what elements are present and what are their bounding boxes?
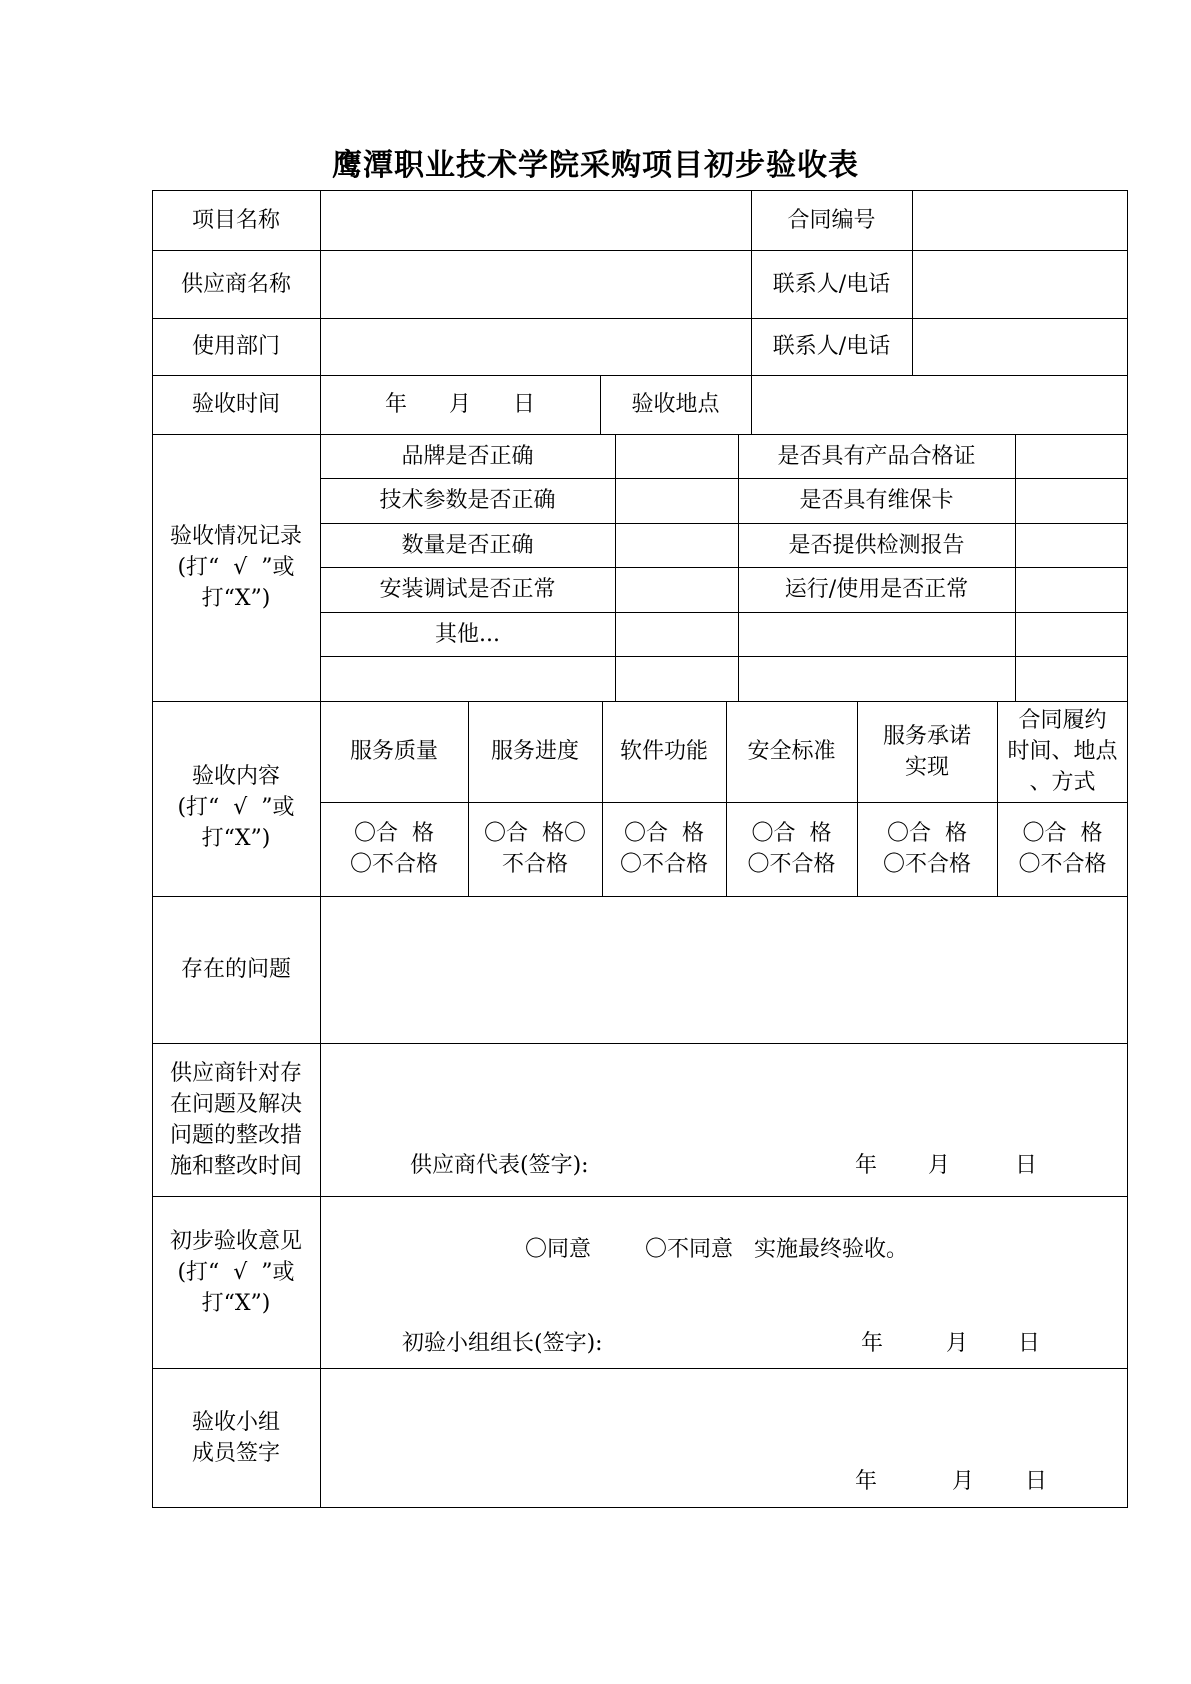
content-header-contract-performance: 合同履约 时间、地点 、方式: [1007, 708, 1118, 795]
record-section-label: 验收情况记录 (打“ √ ”或 打“X”): [169, 524, 302, 611]
record-answer-cell[interactable]: [615, 523, 738, 567]
opinion-day: 日: [1018, 1331, 1041, 1356]
record-item-test-report: 是否提供检测报告: [788, 532, 965, 558]
content-header-service-progress: 服务进度: [490, 739, 579, 764]
record-item-brand: 品牌是否正确: [401, 443, 534, 469]
opinion-label: 初步验收意见 (打“ √ ”或 打“X”): [169, 1228, 302, 1316]
content-header-safety-standard: 安全标准: [747, 739, 836, 764]
acceptance-date-field[interactable]: 年 月 日: [385, 392, 535, 417]
members-month: 月: [952, 1469, 975, 1494]
record-answer-cell[interactable]: [615, 612, 738, 656]
record-answer-cell[interactable]: [1015, 656, 1128, 701]
record-answer-cell[interactable]: [1015, 612, 1128, 656]
record-item-warranty-card: 是否具有维保卡: [799, 488, 954, 513]
record-item-other: 其他...: [435, 621, 500, 647]
record-answer-cell[interactable]: [615, 478, 738, 523]
problems-field[interactable]: [320, 896, 1128, 1043]
content-option-safety-standard[interactable]: 〇合 格 〇不合格: [747, 821, 836, 877]
supplier-contact-field[interactable]: [912, 250, 1128, 318]
supplier-contact-label: 联系人/电话: [772, 271, 891, 297]
record-answer-cell[interactable]: [1015, 434, 1128, 478]
content-section-label: 验收内容 (打“ √ ”或 打“X”): [177, 764, 295, 851]
content-header-software-function: 软件功能: [619, 739, 708, 764]
opinion-year: 年: [861, 1331, 884, 1356]
project-name-label: 项目名称: [191, 207, 280, 233]
contract-no-field[interactable]: [912, 190, 1128, 250]
record-answer-cell[interactable]: [1015, 523, 1128, 567]
record-answer-cell[interactable]: [1015, 567, 1128, 612]
content-header-service-commitment: 服务承诺 实现: [882, 723, 971, 780]
department-contact-label: 联系人/电话: [772, 334, 891, 359]
leader-signature-field[interactable]: [630, 1328, 850, 1359]
content-option-service-quality[interactable]: 〇合 格 〇不合格: [349, 821, 438, 877]
opinion-month: 月: [946, 1331, 969, 1356]
supplier-month: 月: [928, 1153, 951, 1178]
members-label: 验收小组 成员签字: [191, 1410, 280, 1466]
record-answer-cell[interactable]: [615, 656, 738, 701]
record-answer-cell[interactable]: [615, 434, 738, 478]
members-year: 年: [855, 1469, 878, 1494]
supplier-fix-label: 供应商针对存 在问题及解决 问题的整改措 施和整改时间: [169, 1060, 302, 1179]
project-name-field[interactable]: [320, 190, 751, 250]
supplier-name-field[interactable]: [320, 250, 751, 318]
record-item-tech-params: 技术参数是否正确: [379, 488, 556, 513]
record-item-certificate: 是否具有产品合格证: [777, 443, 976, 469]
acceptance-place-field[interactable]: [751, 375, 1128, 434]
content-option-service-progress[interactable]: 〇合 格〇 不合格: [484, 821, 586, 877]
record-item-installation: 安装调试是否正常: [379, 577, 556, 602]
content-option-service-commitment[interactable]: 〇合 格 〇不合格: [882, 821, 971, 877]
record-item-quantity: 数量是否正确: [401, 532, 534, 558]
opinion-tail-text: 实施最终验收。: [754, 1237, 909, 1262]
members-day: 日: [1025, 1469, 1048, 1494]
department-field[interactable]: [320, 318, 751, 375]
content-option-contract-performance[interactable]: 〇合 格 〇不合格: [1018, 821, 1107, 877]
acceptance-time-label: 验收时间: [191, 392, 280, 417]
content-header-service-quality: 服务质量: [349, 739, 438, 764]
record-item-operation: 运行/使用是否正常: [784, 577, 969, 602]
supplier-name-label: 供应商名称: [180, 271, 291, 297]
problems-label: 存在的问题: [180, 957, 291, 982]
record-answer-cell[interactable]: [615, 567, 738, 612]
content-option-software-function[interactable]: 〇合 格 〇不合格: [619, 821, 708, 877]
department-contact-field[interactable]: [912, 318, 1128, 375]
opinion-agree-radio[interactable]: 〇同意: [525, 1237, 592, 1262]
opinion-disagree-radio[interactable]: 〇不同意: [645, 1237, 734, 1262]
department-label: 使用部门: [191, 334, 280, 359]
form-title: 鹰潭职业技术学院采购项目初步验收表: [332, 148, 859, 183]
leader-signature-label: 初验小组组长(签字):: [402, 1331, 603, 1356]
record-answer-cell[interactable]: [1015, 478, 1128, 523]
contract-no-label: 合同编号: [787, 207, 876, 233]
supplier-year: 年: [855, 1153, 878, 1178]
supplier-day: 日: [1015, 1153, 1038, 1178]
supplier-signature-label: 供应商代表(签字):: [410, 1153, 589, 1178]
members-signature-field[interactable]: [320, 1368, 1128, 1468]
acceptance-place-label: 验收地点: [631, 392, 720, 417]
supplier-signature-field[interactable]: [610, 1150, 840, 1181]
